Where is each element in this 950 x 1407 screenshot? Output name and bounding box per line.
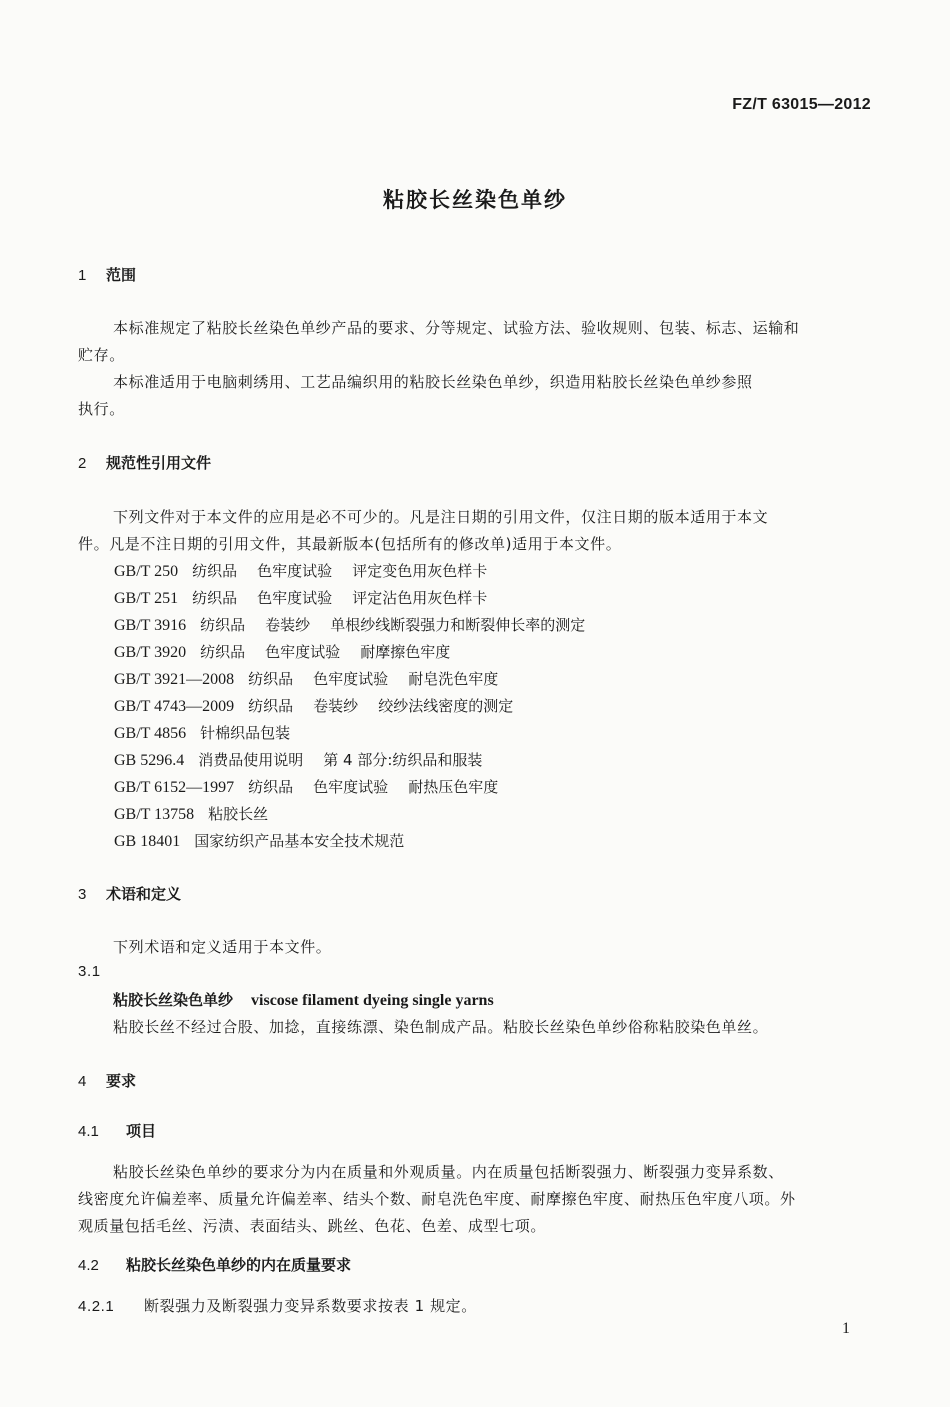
section-1-heading (78, 264, 136, 285)
reference-title-part: 粘胶长丝 (208, 805, 269, 823)
paragraph-line: 观质量包括毛丝、污渍、表面结头、跳丝、色花、色差、成型七项。 (78, 1217, 547, 1235)
paragraph-line: 贮存。 (78, 346, 125, 364)
reference-code: GB/T 4856 (114, 725, 187, 742)
section-title: 要求 (106, 1072, 137, 1090)
reference-code: GB/T 3921—2008 (114, 671, 235, 688)
subsection-number: 4.1 (78, 1123, 99, 1140)
reference-item (114, 749, 482, 770)
reference-title-part: 消费品使用说明 (198, 751, 304, 769)
reference-title-part: 评定沾色用灰色样卡 (352, 589, 488, 607)
reference-code: GB/T 6152—1997 (114, 779, 235, 796)
term-number: 3.1 (78, 963, 101, 980)
reference-item (114, 776, 498, 797)
subsection-title: 项目 (126, 1122, 157, 1140)
reference-item (114, 560, 487, 581)
reference-item (114, 722, 290, 743)
section-4-heading (78, 1070, 136, 1091)
reference-title-part: 国家纺织产品基本安全技术规范 (194, 832, 405, 850)
clause-number: 4.2.1 (78, 1298, 115, 1315)
section-title: 规范性引用文件 (106, 454, 212, 472)
reference-code: GB/T 13758 (114, 806, 195, 823)
reference-code: GB 5296.4 (114, 752, 185, 769)
reference-title-part: 纺织品 (200, 616, 246, 634)
subsection-title: 粘胶长丝染色单纱的内在质量要求 (126, 1256, 352, 1274)
paragraph-line: 线密度允许偏差率、质量允许偏差率、结头个数、耐皂洗色牢度、耐摩擦色牢度、耐热压色牢度八项。外 (78, 1190, 796, 1208)
reference-title-part: 色牢度试验 (257, 589, 333, 607)
reference-item (114, 587, 487, 608)
subsection-4-1-heading (78, 1120, 156, 1141)
reference-title-part: 色牢度试验 (265, 643, 341, 661)
reference-title-part: 第 4 部分:纺织品和服装 (323, 751, 483, 769)
clause-text: 断裂强力及断裂强力变异系数要求按表 1 规定。 (144, 1297, 477, 1315)
document-title: 粘胶长丝染色单纱 (383, 188, 567, 212)
reference-item (114, 830, 404, 851)
subsection-number: 4.2 (78, 1257, 99, 1274)
term-definition: 粘胶长丝不经过合股、加捻，直接练漂、染色制成产品。粘胶长丝染色单纱俗称粘胶染色单丝。 (113, 1018, 769, 1036)
reference-title-part: 纺织品 (192, 589, 238, 607)
reference-code: GB 18401 (114, 833, 181, 850)
reference-title-part: 评定变色用灰色样卡 (352, 562, 488, 580)
reference-title-part: 色牢度试验 (313, 670, 389, 688)
reference-title-part: 色牢度试验 (257, 562, 333, 580)
reference-title-part: 卷装纱 (313, 697, 359, 715)
section-number: 3 (78, 886, 87, 903)
subsection-4-2-heading (78, 1254, 351, 1275)
reference-title-part: 纺织品 (248, 670, 294, 688)
reference-title-part: 针棉织品包装 (200, 724, 291, 742)
paragraph-line: 下列术语和定义适用于本文件。 (113, 938, 332, 956)
reference-item (114, 803, 268, 824)
term-chinese: 粘胶长丝染色单纱 (113, 991, 234, 1009)
page-number: 1 (842, 1320, 850, 1337)
reference-item (114, 668, 498, 689)
reference-title-part: 卷装纱 (265, 616, 311, 634)
section-3-heading (78, 883, 181, 904)
paragraph-line: 下列文件对于本文件的应用是必不可少的。凡是注日期的引用文件，仅注日期的版本适用于本文 (113, 508, 769, 526)
reference-title-part: 纺织品 (248, 778, 294, 796)
reference-title-part: 纺织品 (248, 697, 294, 715)
reference-title-part: 耐皂洗色牢度 (408, 670, 499, 688)
paragraph-line: 本标准规定了粘胶长丝染色单纱产品的要求、分等规定、试验方法、验收规则、包装、标志、运输和 (113, 319, 800, 337)
term-entry (113, 989, 494, 1010)
section-number: 4 (78, 1073, 87, 1090)
reference-code: GB/T 251 (114, 590, 179, 607)
term-english: viscose filament dyeing single yarns (251, 992, 494, 1009)
section-number: 1 (78, 267, 87, 284)
paragraph-line: 件。凡是不注日期的引用文件，其最新版本(包括所有的修改单)适用于本文件。 (78, 535, 622, 553)
reference-title-part: 色牢度试验 (313, 778, 389, 796)
reference-code: GB/T 3916 (114, 617, 187, 634)
reference-title-part: 单根纱线断裂强力和断裂伸长率的测定 (330, 616, 586, 634)
paragraph-line: 执行。 (78, 400, 125, 418)
reference-title-part: 耐热压色牢度 (408, 778, 499, 796)
reference-item (114, 641, 450, 662)
reference-title-part: 纺织品 (200, 643, 246, 661)
reference-title-part: 绞纱法线密度的测定 (378, 697, 514, 715)
reference-title-part: 纺织品 (192, 562, 238, 580)
reference-code: GB/T 4743—2009 (114, 698, 235, 715)
reference-item (114, 695, 513, 716)
clause-4-2-1 (78, 1295, 477, 1316)
paragraph-line: 本标准适用于电脑刺绣用、工艺品编织用的粘胶长丝染色单纱，织造用粘胶长丝染色单纱参照 (113, 373, 753, 391)
paragraph-line: 粘胶长丝染色单纱的要求分为内在质量和外观质量。内在质量包括断裂强力、断裂强力变异系数、 (113, 1163, 784, 1181)
reference-title-part: 耐摩擦色牢度 (360, 643, 451, 661)
reference-item (114, 614, 585, 635)
reference-code: GB/T 250 (114, 563, 179, 580)
section-title: 术语和定义 (106, 885, 182, 903)
standard-code: FZ/T 63015—2012 (732, 96, 871, 113)
reference-code: GB/T 3920 (114, 644, 187, 661)
section-2-heading (78, 452, 211, 473)
section-number: 2 (78, 455, 87, 472)
section-title: 范围 (106, 266, 137, 284)
